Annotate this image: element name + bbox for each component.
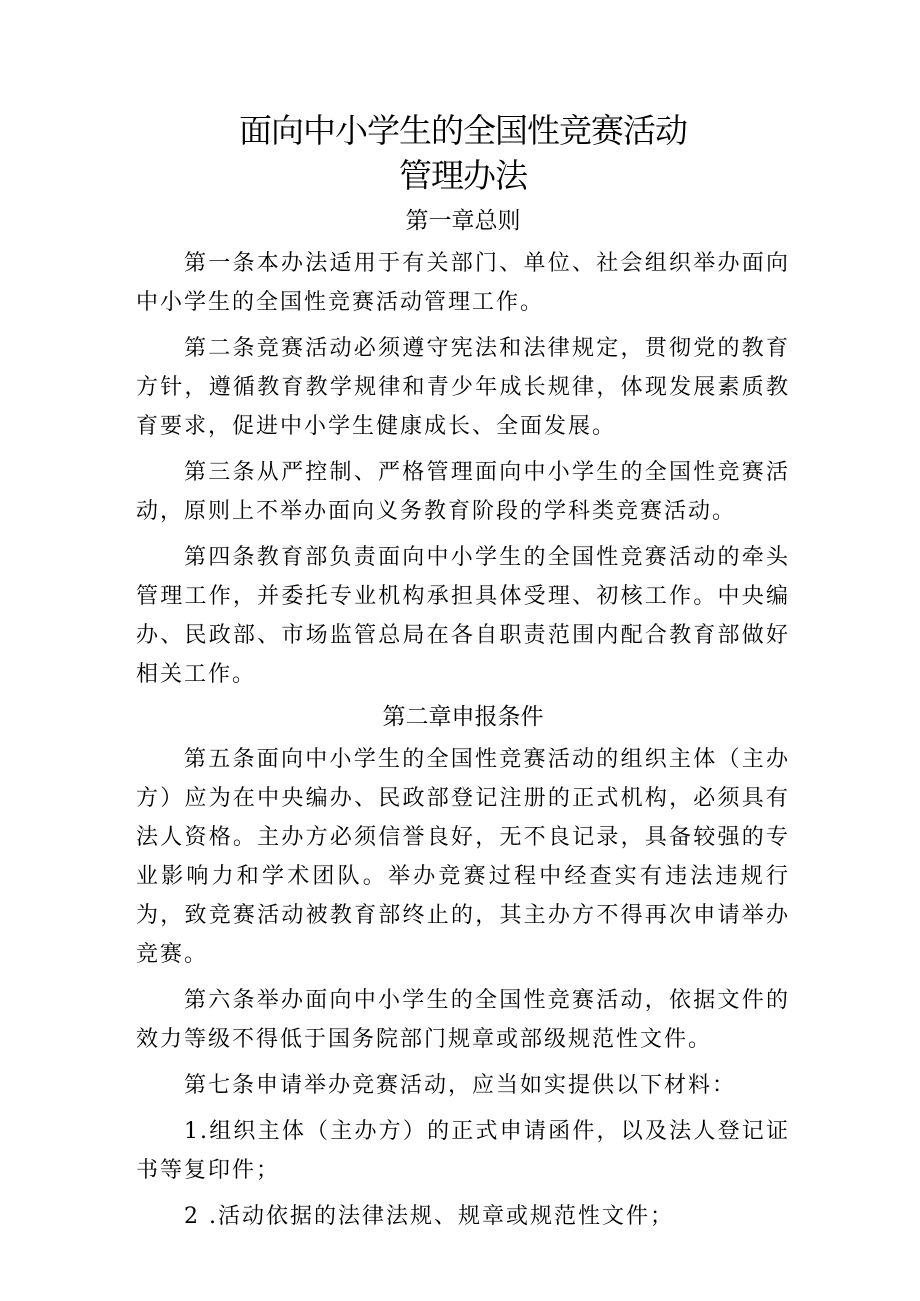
article-2: 第二条竞赛活动必须遵守宪法和法律规定，贯彻党的教育方针，遵循教育教学规律和青少年成长规律，体现发展素质教育要求，促进中小学生健康成长、全面发展。 xyxy=(136,336,790,439)
article-6: 第六条举办面向中小学生的全国性竞赛活动，依据文件的效力等级不得低于国务院部门规章或部级规范性文件。 xyxy=(136,988,790,1052)
article-7-item-1: 1.组织主体（主办方）的正式申请函件，以及法人登记证书等复印件； xyxy=(136,1119,790,1183)
article-7: 第七条申请举办竞赛活动，应当如实提供以下材料： xyxy=(184,1073,737,1098)
document-title-line-1: 面向中小学生的全国性竞赛活动 xyxy=(239,111,687,150)
article-5: 第五条面向中小学生的全国性竞赛活动的组织主体（主办方）应为在中央编办、民政部登记注册的正式机构，必须具有法人资格。主办方必须信誉良好，无不良记录，具备较强的专业影响力和学术团队。举办竞赛过程中经查实有违法违规行为，致竞赛活动被教育部终止的，其主办方不得再次申请举办竞赛。 xyxy=(136,747,790,967)
article-7-item-2: 2 .活动依据的法律法规、规章或规范性文件； xyxy=(184,1204,674,1229)
chapter-1-heading: 第一章总则 xyxy=(405,208,521,234)
article-4: 第四条教育部负责面向中小学生的全国性竞赛活动的牵头管理工作，并委托专业机构承担具体受理、初核工作。中央编办、民政部、市场监管总局在各自职责范围内配合教育部做好相关工作。 xyxy=(136,545,790,687)
document-title-line-2: 管理办法 xyxy=(399,156,527,195)
article-1: 第一条本办法适用于有关部门、单位、社会组织举办面向中小学生的全国性竞赛活动管理工作。 xyxy=(136,251,790,315)
article-3: 第三条从严控制、严格管理面向中小学生的全国性竞赛活动，原则上不举办面向义务教育阶段的学科类竞赛活动。 xyxy=(136,460,790,524)
chapter-2-heading: 第二章申报条件 xyxy=(382,704,544,730)
